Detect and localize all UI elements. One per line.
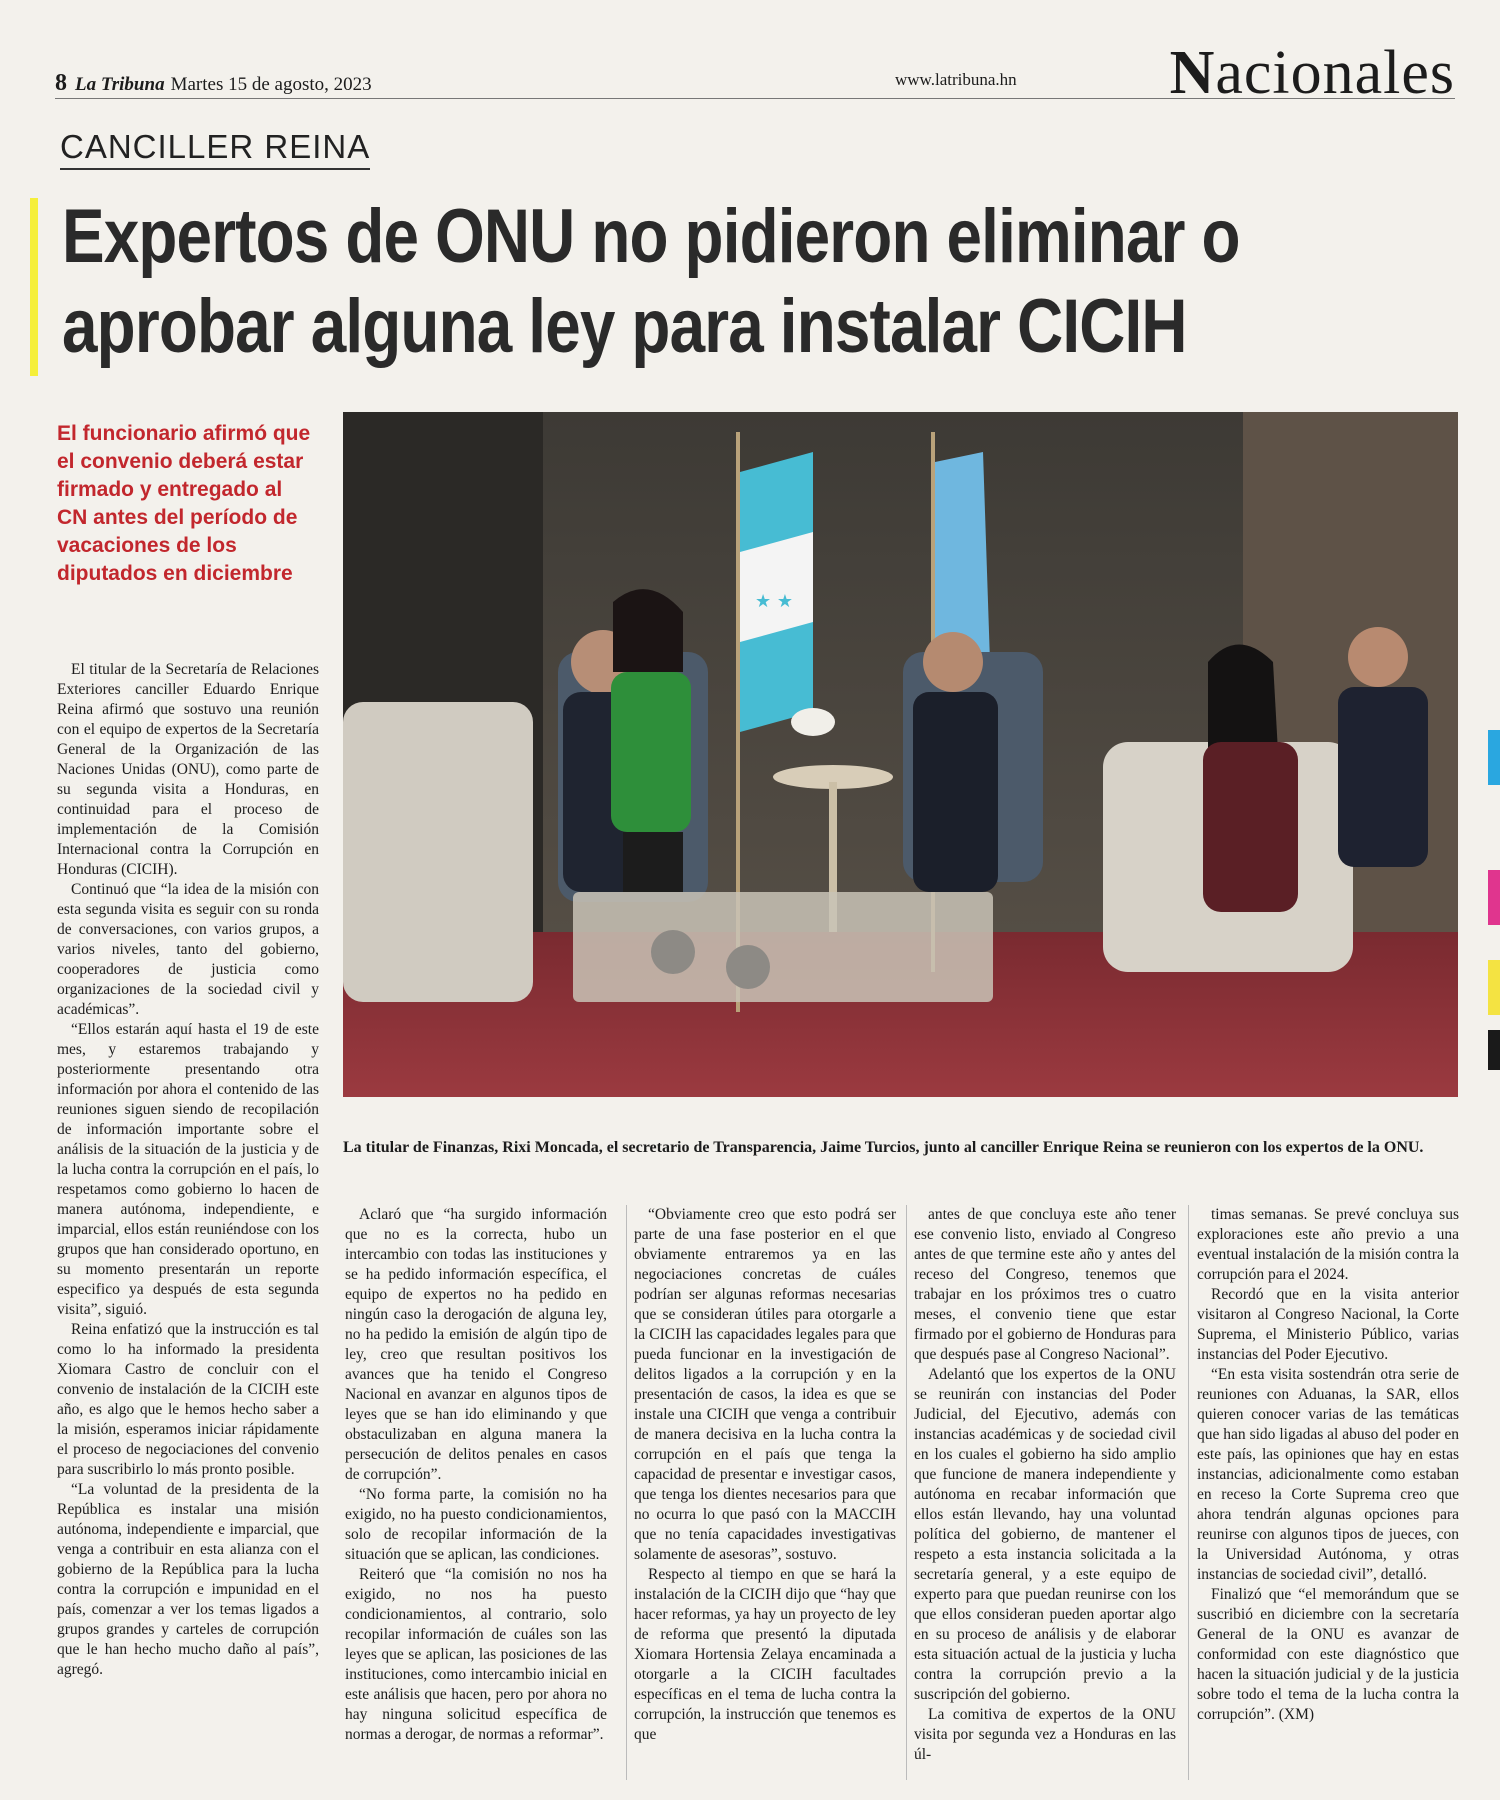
article-column-3 [634, 1205, 896, 1745]
article-column-4 [914, 1205, 1176, 1765]
paragraph: Reina enfatizó que la instrucción es tal como lo ha informado la presidenta Xiomara Castro de concluir con el convenio de instalación de la CICIH este año, es algo que le hemos hecho saber a la misión, esperamos iniciar rápidamente el proceso de negociaciones del convenio para suscribirlo lo más pronto posible. [57, 1321, 319, 1478]
paragraph: “Ellos estarán aquí hasta el 19 de este mes, y estaremos trabajando y posteriormente presentando otra información por ahora el contenido de las reuniones siguen siendo de recopilación de información importante sobre el análisis de la situación de la justicia y de la lucha contra la corrupción en el país, lo respetamos como gobierno lo hacen de manera autónoma, independiente, e imparcial, ellos están reuniéndose con los grupos que han considerado oportuno, en su momento presentarán un reporte especifico ya después de esta segunda visita”, siguió. [57, 1021, 319, 1318]
paragraph: Finalizó que “el memorándum que se suscribió en diciembre con la secretaría General de la ONU es avanzar de conformidad con este diagnóstico que hacen la situación judicial y de la justicia sobre todo el tema de la lucha contra la corrupción”. (XM) [1197, 1586, 1459, 1723]
paragraph: timas semanas. Se prevé concluya sus exploraciones este año previo a una eventual instalación de la misión contra la corrupción para el 2024. [1197, 1206, 1459, 1283]
paragraph: “En esta visita sostendrán otra serie de reuniones con Aduanas, la SAR, ellos quieren conocer varias de las temáticas que han sido ligadas al abuso del poder en este país, las opiniones que hay en estas instancias, adicionalmente como estaban en receso la Corte Suprema creo que ahora tendrán algunas opciones para reunirse con algunos tipos de jueces, con la Universidad Autónoma, y otras instancias de sociedad civil”, detalló. [1197, 1366, 1459, 1583]
issue-date: Martes 15 de agosto, 2023 [170, 74, 372, 95]
meeting-photo-illustration [343, 412, 1458, 1097]
website-url: www.latribuna.hn [895, 70, 1017, 89]
paragraph: Reiteró que “la comisión no nos ha exigido, no nos ha puesto condicionamientos, al contrario, solo recopilar información de cuáles son las leyes que se aplican, las posiciones de las instituciones, como intercambio inicial en este análisis que hacen, pero por ahora no hay ninguna solicitud específica de normas a derogar, de normas a reformar”. [345, 1566, 607, 1743]
section-title-rest: acionales [1215, 39, 1455, 107]
paper-name: La Tribuna [75, 74, 165, 95]
headline-line-2: aprobar alguna ley para instalar CICIH [62, 284, 1187, 369]
article-column-5 [1197, 1205, 1459, 1725]
article-lead: El funcionario afirmó que el convenio deberá estar firmado y entregado al CN antes del período de vacaciones de los diputados en diciembre [57, 422, 311, 585]
article-column-2 [345, 1205, 607, 1745]
page-number: 8 [55, 70, 67, 96]
paragraph: Adelantó que los expertos de la ONU se reunirán con instancias del Poder Judicial, del Ejecutivo, además con instancias académicas y de sociedad civil en los cuales el gobierno ha sido amplio que funcione de manera independiente y autónoma en recabar información que ellos están llevando, hay una voluntad política del gobierno, de mantener el respeto a esta instancia solicitada a la secretaría general, y a este equipo de experto para que puedan reunirse con los que ellos consideran pueden aportar algo en su proceso de análisis y de elaborar esta situación actual de la justicia y lucha contra la corrupción previo a la suscripción del gobierno. [914, 1366, 1176, 1703]
print-color-bar-cyan [1488, 730, 1500, 785]
paragraph: antes de que concluya este año tener ese convenio listo, enviado al Congreso antes de que termine este año y antes del receso del Congreso, tenemos que trabajar en los próximos tres o cuatro meses, el convenio tiene que estar firmado por el gobierno de Honduras para que después pase al Congreso Nacional”. [914, 1206, 1176, 1363]
column-divider [1188, 1205, 1189, 1780]
paragraph: Aclaró que “ha surgido información que no es la correcta, hubo un intercambio con todas las instituciones y se ha pedido información específica, el equipo de expertos no ha pedido en ningún caso la derogación de alguna ley, no ha pedido la emisión de algún tipo de ley, creo que resultan positivos los avances que ha tenido el Congreso Nacional en avanzar en algunos tipos de leyes que se han ido eliminando y que obstaculizaban en alguna manera la persecución de delitos penales en casos de corrupción”. [345, 1206, 607, 1483]
photo-caption: La titular de Finanzas, Rixi Moncada, el secretario de Transparencia, Jaime Turcios, junto al canciller Enrique Reina se reunieron con los expertos de la ONU. [343, 1139, 1424, 1156]
paragraph: “No forma parte, la comisión no ha exigido, no ha puesto condicionamientos, solo de recopilar información de la situación que se aplican, las condiciones. [345, 1486, 607, 1563]
svg-text:★ ★: ★ ★ [755, 591, 793, 612]
paragraph: Recordó que en la visita anterior visitaron al Congreso Nacional, la Corte Suprema, el Ministerio Público, varias instancias del Poder Ejecutivo. [1197, 1286, 1459, 1363]
article-headline [62, 192, 1255, 372]
masthead-rule [55, 98, 1455, 99]
headline-line-1: Expertos de ONU no pidieron eliminar o [62, 194, 1240, 279]
article-column-1 [57, 660, 319, 1680]
column-divider [626, 1205, 627, 1780]
print-color-bar-black [1488, 1030, 1500, 1070]
page-info [55, 70, 372, 97]
paragraph: Respecto al tiempo en que se hará la instalación de la CICIH dijo que “hay que hacer reformas, ya hay un proyecto de ley de reforma que presentó la diputada Xiomara Hortensia Zelaya encaminada a otorgarle a la CICIH facultades específicas en el tema de lucha contra la corrupción, la instrucción que tenemos es que [634, 1566, 896, 1743]
masthead [55, 39, 1455, 107]
section-title [1169, 39, 1455, 107]
article-kicker: CANCILLER REINA [60, 128, 370, 170]
print-color-bar-magenta [1488, 870, 1500, 925]
section-title-initial: N [1169, 39, 1216, 107]
article-photo [343, 412, 1458, 1097]
column-divider [906, 1205, 907, 1780]
print-color-bar-yellow [1488, 960, 1500, 1015]
paragraph: El titular de la Secretaría de Relaciones Exteriores canciller Eduardo Enrique Reina afirmó que sostuvo una reunión con el equipo de expertos de la Secretaría General de la Organización de las Naciones Unidas (ONU), como parte de su segunda visita a Honduras, en continuidad para el proceso de implementación de la Comisión Internacional contra la Corrupción en Honduras (CICIH). [57, 661, 319, 878]
paragraph: Continuó que “la idea de la misión con esta segunda visita es seguir con su ronda de conversaciones, con varios grupos, a varios niveles, tanto del gobierno, cooperadores de justicia como organizaciones de la sociedad civil y académicas”. [57, 881, 319, 1018]
paragraph: La comitiva de expertos de la ONU visita por segunda vez a Honduras en las úl- [914, 1706, 1176, 1763]
paragraph: “La voluntad de la presidenta de la República es instalar una misión autónoma, independiente e imparcial, que venga a contribuir en esta alianza con el gobierno de la República para la lucha contra la corrupción e impunidad en el país, comenzar a ver los temas ligados a grupos grandes y carteles de corrupción que le han hecho mucho daño al país”, agregó. [57, 1481, 319, 1678]
paragraph: “Obviamente creo que esto podrá ser parte de una fase posterior en el que obviamente entraremos ya en las negociaciones concretas de cuáles podrían ser algunas reformas necesarias que se consideran útiles para otorgarle a la CICIH las capacidades legales para que pueda funcionar en la investigación de delitos ligados a la corrupción y en la presentación de casos, la idea es que se instale una CICIH que venga a contribuir de manera decisiva en la lucha contra la corrupción en el país que tenga la capacidad de presentar e investigar casos, que tenga los dientes necesarios para que no ocurra lo que pasó con la MACCIH que no tenía capacidades investigativas solamente de asesoras”, sostuvo. [634, 1206, 896, 1563]
highlighter-mark [30, 198, 38, 376]
